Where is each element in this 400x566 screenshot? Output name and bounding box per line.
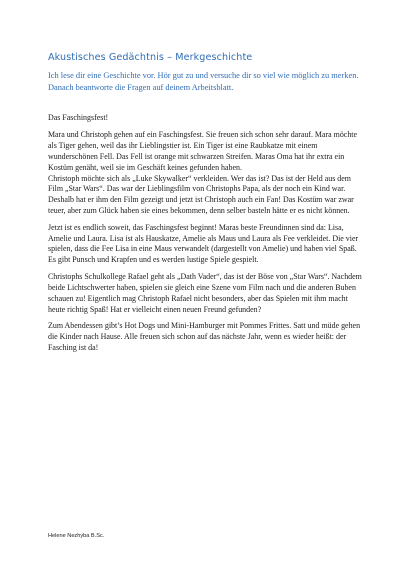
story-paragraph-rafael xyxy=(48,272,366,316)
story-paragraph-luke xyxy=(48,174,366,218)
story-paragraph-mara-christoph xyxy=(48,130,366,174)
story-body xyxy=(48,113,366,359)
paragraph-text: Christophs Schulkollege Rafael geht als „Dath Vader“, das ist der Böse von „Star Wars“. Nachdem beide Lichtschwerter haben, spielen sie gleich eine Szene vom Film nach und die anderen Buben schauen zu! Eigentlich mag Christoph Rafael nicht besonders, aber das Spielen mit ihm macht heute richtig Spaß! Hat er vielleicht einen neuen Freund gefunden? xyxy=(48,271,362,314)
author-footer: Helene Nezhyba B.Sc. xyxy=(48,533,105,539)
paragraph-text: Jetzt ist es endlich soweit, das Faschingsfest beginnt! Maras beste Freundinnen sind da: Lisa, Amelie und Laura. Lisa ist als Hauskatze, Amelie als Maus und Laura als Fee verkleidet. Die vier spielen, dass die Fee Lisa in eine Maus verwandelt (dargestellt von Amelie) und haben viel Spaß. Es gibt Punsch und Krapfen und es werden lustige Spiele gespielt. xyxy=(48,222,359,265)
paragraph-text: Zum Abendessen gibt’s Hot Dogs und Mini-Hamburger mit Pommes Frittes. Satt und müde gehen die Kinder nach Hause. Alle freuen sich schon auf das nächste Jahr, wenn es wieder heißt: der Fasching ist da! xyxy=(48,320,361,352)
story-title: Das Faschingsfest! xyxy=(48,113,109,122)
paragraph-text: Christoph möchte sich als „Luke Skywalker“ verkleiden. Wer das ist? Das ist der Held aus dem Film „Star Wars“. Das war der Lieblingsfilm von Christophs Papa, als der noch ein Kind war. Deshalb hat er ihm den Film gezeigt und jetzt ist Christoph auch ein Fan! Das Kostüm war zwar teuer, aber zum Glück haben sie eines bekommen, denn selber basteln hätte er es nicht können. xyxy=(48,173,354,216)
paragraph-text: Mara und Christoph gehen auf ein Faschingsfest. Sie freuen sich schon sehr darauf. Mara möchte als Tiger gehen, weil das ihr Lieblingstier ist. Ein Tiger ist eine Raubkatze mit einem wunderschönen Fell. Das Fell ist orange mit schwarzen Streifen. Maras Oma hat ihr extra ein Kostüm genäht, weil sie im Geschäft keines gefunden haben. xyxy=(48,129,358,172)
story-paragraph-fest xyxy=(48,223,366,267)
story-paragraph-abendessen xyxy=(48,321,366,354)
document-title: Akustisches Gedächtnis – Merkgeschichte xyxy=(48,52,253,63)
intro-text: Ich lese dir eine Geschichte vor. Hör gut zu und versuche dir so viel wie möglich zu merken. Danach beantworte die Fragen auf deinem Arbeitsblatt. xyxy=(48,71,359,92)
